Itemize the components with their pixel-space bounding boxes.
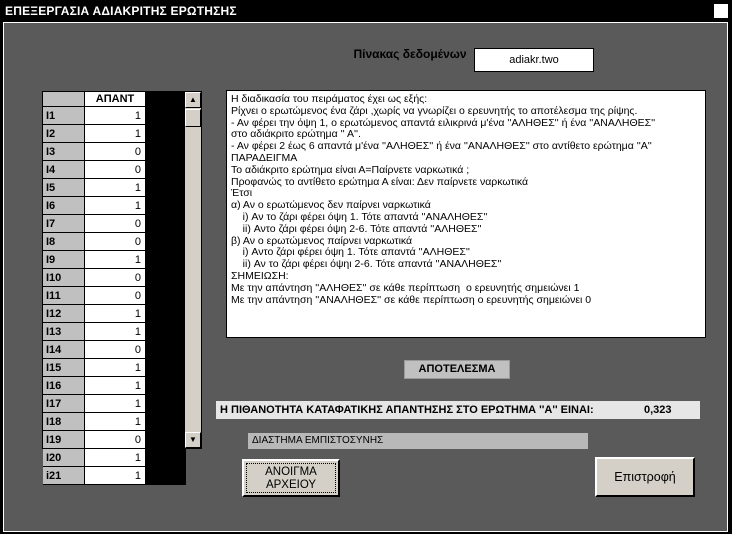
form-client-area	[3, 22, 728, 532]
grid-empty-area	[146, 467, 187, 485]
grid-row[interactable]	[43, 305, 186, 323]
grid-empty-area	[146, 179, 187, 197]
probability-text: Η ΠΙΘΑΝΟΤΗΤΑ ΚΑΤΑΦΑΤΙΚΗΣ ΑΠΑΝΤΗΣΗΣ ΣΤΟ ΕΡΩΤΗΜΑ ''Α'' ΕΙΝΑΙ:	[220, 404, 594, 416]
grid-row[interactable]	[43, 215, 186, 233]
grid-row[interactable]	[43, 107, 186, 125]
grid-row-header[interactable]: I1	[43, 107, 85, 125]
instruction-line: β) Αν ο ερωτώμενος παίρνει ναρκωτικά	[231, 234, 413, 247]
grid-empty-area	[146, 215, 187, 233]
grid-empty-area	[146, 449, 187, 467]
grid-vertical-scrollbar[interactable]	[184, 92, 201, 448]
instruction-line: Έτσι	[231, 187, 253, 200]
instruction-line: ii) Αν το ζάρι φέρει όψηι 2-6. Τότε απαντά ''ΑΝΑΛΗΘΕΣ''	[231, 258, 502, 271]
grid-cell-answer[interactable]: 0	[85, 287, 146, 305]
grid-empty-area	[146, 107, 187, 125]
grid-empty-area	[146, 269, 187, 287]
scroll-thumb[interactable]	[185, 109, 201, 127]
grid-row-header[interactable]: I2	[43, 125, 85, 143]
confidence-interval-field: ΔΙΑΣΤΗΜΑ ΕΜΠΙΣΤΟΣΥΝΗΣ	[248, 433, 588, 449]
grid-empty-area	[146, 125, 187, 143]
instruction-line: ΣΗΜΕΙΩΣΗ:	[231, 269, 289, 282]
open-file-button[interactable]	[242, 459, 340, 497]
window-title: ΕΠΕΞΕΡΓΑΣΙΑ ΑΔΙΑΚΡΙΤΗΣ ΕΡΩΤΗΣΗΣ	[5, 4, 237, 18]
title-bar	[0, 0, 732, 22]
grid-row-header[interactable]: I13	[43, 323, 85, 341]
instruction-line: - Αν φέρει 2 έως 6 απαντά μ'ένα ''ΑΛΗΘΕΣ'' ή ένα ''ΑΝΑΛΗΘΕΣ'' στο αντίθετο ερώτημα ''Α''	[231, 140, 652, 153]
instruction-line: ΠΑΡΑΔΕΙΓΜΑ	[231, 151, 298, 164]
grid-row[interactable]	[43, 251, 186, 269]
grid-row-header[interactable]: I5	[43, 179, 85, 197]
answers-grid[interactable]	[42, 91, 202, 482]
data-table-label: Πίνακας δεδομένων	[348, 45, 472, 65]
grid-empty-area	[146, 233, 187, 251]
grid-cell-answer[interactable]: 1	[85, 197, 146, 215]
instruction-line: i) Αν το ζάρι φέρει όψη 1. Τότε απαντά ''ΑΝΑΛΗΘΕΣ''	[231, 210, 488, 223]
instruction-line: Με την απάντηση ''ΑΛΗΘΕΣ'' σε κάθε περίπτωση ο ερευνητής σημειώνει 1	[231, 281, 580, 294]
instruction-line: Με την απάντηση ''ΑΝΑΛΗΘΕΣ'' σε κάθε περίπτωση ο ερευνητής σημειώνει 0	[231, 293, 592, 306]
grid-cell-answer[interactable]: 0	[85, 269, 146, 287]
grid-row-header[interactable]: I8	[43, 233, 85, 251]
instruction-line: α) Αν ο ερωτώμενος δεν παίρνει ναρκωτικά	[231, 199, 431, 212]
grid-row-header[interactable]: I11	[43, 287, 85, 305]
grid-row-header[interactable]: I9	[43, 251, 85, 269]
grid-row-header[interactable]: I3	[43, 143, 85, 161]
grid-cell-answer[interactable]: 0	[85, 431, 146, 449]
open-file-label-line1: ΑΝΟΙΓΜΑ	[265, 466, 317, 478]
instruction-line: Η διαδικασία του πειράματος έχει ως εξής:	[231, 93, 428, 105]
grid-empty-area	[146, 395, 187, 413]
instruction-line: ii) Αντο ζάρι φέρει όψη 2-6. Τότε απαντά ''ΑΛΗΘΕΣ''	[231, 222, 482, 235]
grid-cell-answer[interactable]: 1	[85, 305, 146, 323]
instruction-line: - Αν φέρει την όψη 1, ο ερωτώμενος απαντά ειλικρινά μ'ένα ''ΑΛΗΘΕΣ'' ή ένα ''ΑΝΑΛΗΘΕΣ''	[231, 116, 656, 129]
grid-row[interactable]	[43, 125, 186, 143]
grid-cell-answer[interactable]: 0	[85, 341, 146, 359]
grid-row-header[interactable]: I18	[43, 413, 85, 431]
grid-empty-area	[146, 341, 187, 359]
grid-row-header[interactable]: I12	[43, 305, 85, 323]
grid-row[interactable]	[43, 161, 186, 179]
grid-empty-area	[146, 431, 187, 449]
probability-value: 0,323	[644, 404, 672, 416]
grid-cell-answer[interactable]: 1	[85, 467, 146, 485]
grid-empty-area	[146, 143, 187, 161]
grid-row[interactable]	[43, 395, 186, 413]
grid-row[interactable]	[43, 359, 186, 377]
grid-row[interactable]	[43, 431, 186, 449]
scroll-down-arrow-icon[interactable]: ▼	[185, 432, 201, 448]
grid-cell-answer[interactable]: 1	[85, 107, 146, 125]
data-file-field[interactable]: adiakr.two	[474, 48, 594, 72]
grid-corner-cell	[43, 92, 85, 107]
grid-empty-area	[146, 92, 187, 107]
grid-row[interactable]	[43, 197, 186, 215]
instruction-line: Ρίχνει ο ερωτώμενος ένα ζάρι ,χωρίς να γνωρίζει ο ερευνητής το αποτέλεσμα της ρίψης.	[231, 104, 638, 117]
instruction-line: στο αδιάκριτο ερώτημα '' Α''.	[231, 128, 361, 141]
grid-empty-area	[146, 323, 187, 341]
grid-cell-answer[interactable]: 1	[85, 125, 146, 143]
grid-row-header[interactable]: I16	[43, 377, 85, 395]
window-control-box[interactable]	[714, 4, 728, 18]
grid-row[interactable]	[43, 341, 186, 359]
grid-row-header[interactable]: I6	[43, 197, 85, 215]
grid-cell-answer[interactable]: 1	[85, 359, 146, 377]
answers-table	[43, 92, 186, 485]
grid-empty-area	[146, 161, 187, 179]
grid-row[interactable]	[43, 449, 186, 467]
grid-cell-answer[interactable]: 0	[85, 215, 146, 233]
grid-cell-answer[interactable]: 1	[85, 395, 146, 413]
grid-cell-answer[interactable]: 1	[85, 413, 146, 431]
grid-cell-answer[interactable]: 0	[85, 143, 146, 161]
grid-header-row	[43, 92, 186, 107]
grid-row-header[interactable]: I15	[43, 359, 85, 377]
grid-empty-area	[146, 251, 187, 269]
grid-row[interactable]	[43, 269, 186, 287]
instruction-line: Το αδιάκριτο ερώτημα είναι Α=Παίρνετε ναρκωτικά ;	[231, 163, 470, 176]
grid-row-header[interactable]: i21	[43, 467, 85, 485]
back-button[interactable]: Επιστροφή	[595, 457, 695, 497]
scroll-up-arrow-icon[interactable]: ▲	[185, 92, 201, 108]
grid-row[interactable]	[43, 323, 186, 341]
grid-row-header[interactable]: I14	[43, 341, 85, 359]
grid-row-header[interactable]: I7	[43, 215, 85, 233]
instruction-line: i) Αντο ζάρι φέρει όψη 1. Τότε απαντά ''ΑΛΗΘΕΣ''	[231, 246, 470, 259]
grid-row[interactable]	[43, 377, 186, 395]
grid-cell-answer[interactable]: 0	[85, 233, 146, 251]
grid-row-header[interactable]: I10	[43, 269, 85, 287]
grid-empty-area	[146, 413, 187, 431]
grid-row[interactable]	[43, 233, 186, 251]
grid-cell-answer[interactable]: 1	[85, 179, 146, 197]
instructions-textbox[interactable]	[226, 90, 706, 338]
grid-cell-answer[interactable]: 0	[85, 161, 146, 179]
grid-empty-area	[146, 377, 187, 395]
grid-column-header[interactable]: ΑΠΑΝΤ	[85, 92, 146, 107]
grid-row[interactable]	[43, 287, 186, 305]
grid-row[interactable]	[43, 467, 186, 485]
grid-row-header[interactable]: I17	[43, 395, 85, 413]
grid-row-header[interactable]: I4	[43, 161, 85, 179]
grid-row[interactable]	[43, 179, 186, 197]
instruction-line: Προφανώς το αντίθετο ερώτημα Α είναι: Δεν παίρνετε ναρκωτικά	[231, 175, 529, 188]
grid-empty-area	[146, 359, 187, 377]
grid-cell-answer[interactable]: 1	[85, 377, 146, 395]
grid-cell-answer[interactable]: 1	[85, 323, 146, 341]
result-label: ΑΠΟΤΕΛΕΣΜΑ	[404, 360, 510, 379]
grid-empty-area	[146, 305, 187, 323]
grid-cell-answer[interactable]: 1	[85, 251, 146, 269]
grid-empty-area	[146, 287, 187, 305]
grid-empty-area	[146, 197, 187, 215]
grid-row-header[interactable]: I19	[43, 431, 85, 449]
grid-row-header[interactable]: I20	[43, 449, 85, 467]
open-file-label-line2: ΑΡΧΕΙΟΥ	[265, 479, 317, 491]
grid-row[interactable]	[43, 143, 186, 161]
grid-row[interactable]	[43, 413, 186, 431]
grid-cell-answer[interactable]: 1	[85, 449, 146, 467]
probability-result-bar	[216, 401, 700, 419]
